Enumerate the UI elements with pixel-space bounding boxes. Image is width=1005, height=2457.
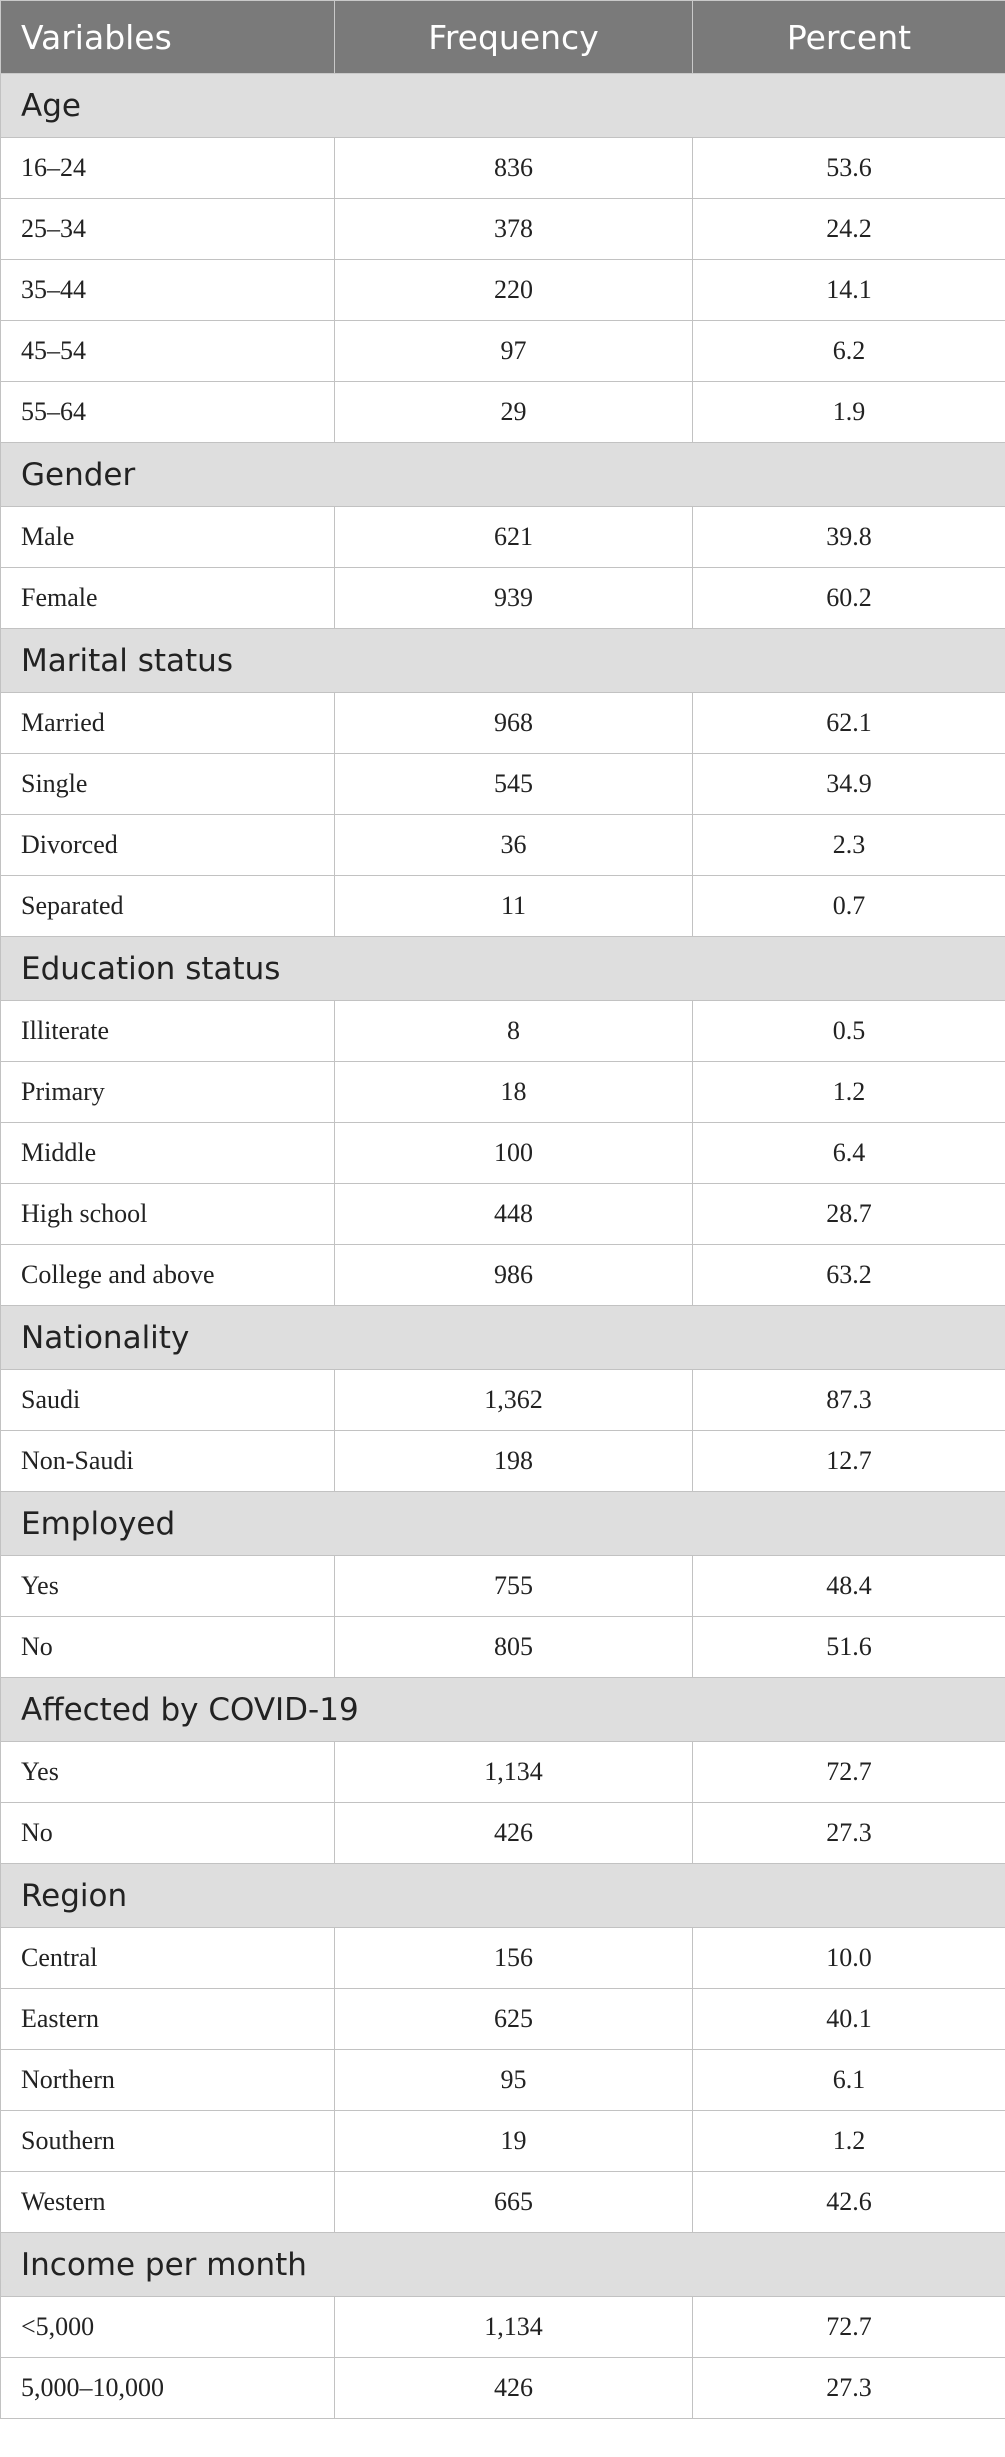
- frequency-cell: 1,362: [335, 1370, 693, 1431]
- frequency-cell: 986: [335, 1245, 693, 1306]
- percent-cell: 34.9: [693, 754, 1005, 815]
- frequency-cell: 18: [335, 1062, 693, 1123]
- row-label: Eastern: [1, 1989, 335, 2050]
- section-row: [1, 443, 1005, 507]
- percent-cell: 40.1: [693, 1989, 1005, 2050]
- table-row: [1, 2297, 1005, 2358]
- row-label: Central: [1, 1928, 335, 1989]
- frequency-cell: 11: [335, 876, 693, 937]
- percent-cell: 14.1: [693, 260, 1005, 321]
- table-row: [1, 2172, 1005, 2233]
- frequency-cell: 1,134: [335, 1742, 693, 1803]
- table-row: [1, 1989, 1005, 2050]
- frequency-cell: 625: [335, 1989, 693, 2050]
- percent-cell: 12.7: [693, 1431, 1005, 1492]
- row-label: Middle: [1, 1123, 335, 1184]
- frequency-cell: 19: [335, 2111, 693, 2172]
- table-row: [1, 568, 1005, 629]
- table-row: [1, 1928, 1005, 1989]
- section-row: [1, 74, 1005, 138]
- table-header-row: [1, 1, 1005, 74]
- row-label: Non-Saudi: [1, 1431, 335, 1492]
- table-body: [1, 74, 1005, 2419]
- section-title: Region: [1, 1864, 1005, 1928]
- percent-cell: 51.6: [693, 1617, 1005, 1678]
- table-row: [1, 138, 1005, 199]
- row-label: College and above: [1, 1245, 335, 1306]
- row-label: Illiterate: [1, 1001, 335, 1062]
- table-row: [1, 321, 1005, 382]
- table-row: [1, 1062, 1005, 1123]
- row-label: 45–54: [1, 321, 335, 382]
- table-row: [1, 754, 1005, 815]
- percent-cell: 6.1: [693, 2050, 1005, 2111]
- table-row: [1, 1431, 1005, 1492]
- row-label: 5,000–10,000: [1, 2358, 335, 2419]
- percent-cell: 63.2: [693, 1245, 1005, 1306]
- frequency-cell: 198: [335, 1431, 693, 1492]
- section-title: Employed: [1, 1492, 1005, 1556]
- frequency-cell: 836: [335, 138, 693, 199]
- percent-cell: 24.2: [693, 199, 1005, 260]
- percent-cell: 0.5: [693, 1001, 1005, 1062]
- frequency-cell: 36: [335, 815, 693, 876]
- percent-cell: 0.7: [693, 876, 1005, 937]
- section-title: Income per month: [1, 2233, 1005, 2297]
- table-row: [1, 815, 1005, 876]
- section-title: Marital status: [1, 629, 1005, 693]
- frequency-cell: 156: [335, 1928, 693, 1989]
- row-label: Male: [1, 507, 335, 568]
- row-label: Separated: [1, 876, 335, 937]
- row-label: 25–34: [1, 199, 335, 260]
- percent-cell: 6.4: [693, 1123, 1005, 1184]
- section-row: [1, 629, 1005, 693]
- row-label: Yes: [1, 1742, 335, 1803]
- table-row: [1, 1742, 1005, 1803]
- percent-cell: 27.3: [693, 1803, 1005, 1864]
- table-row: [1, 1803, 1005, 1864]
- frequency-cell: 29: [335, 382, 693, 443]
- row-label: No: [1, 1617, 335, 1678]
- frequency-cell: 100: [335, 1123, 693, 1184]
- section-row: [1, 1678, 1005, 1742]
- frequency-cell: 665: [335, 2172, 693, 2233]
- percent-cell: 2.3: [693, 815, 1005, 876]
- column-header-percent: Percent: [693, 1, 1005, 74]
- section-title: Gender: [1, 443, 1005, 507]
- row-label: Divorced: [1, 815, 335, 876]
- row-label: Female: [1, 568, 335, 629]
- table-row: [1, 1556, 1005, 1617]
- frequency-cell: 968: [335, 693, 693, 754]
- section-title: Affected by COVID-19: [1, 1678, 1005, 1742]
- percent-cell: 42.6: [693, 2172, 1005, 2233]
- row-label: 55–64: [1, 382, 335, 443]
- frequency-cell: 426: [335, 2358, 693, 2419]
- frequency-cell: 939: [335, 568, 693, 629]
- row-label: Yes: [1, 1556, 335, 1617]
- frequency-cell: 378: [335, 199, 693, 260]
- row-label: Southern: [1, 2111, 335, 2172]
- frequency-cell: 220: [335, 260, 693, 321]
- section-title: Age: [1, 74, 1005, 138]
- percent-cell: 39.8: [693, 507, 1005, 568]
- table-row: [1, 260, 1005, 321]
- section-row: [1, 2233, 1005, 2297]
- percent-cell: 60.2: [693, 568, 1005, 629]
- row-label: Northern: [1, 2050, 335, 2111]
- percent-cell: 48.4: [693, 1556, 1005, 1617]
- section-row: [1, 1492, 1005, 1556]
- table-row: [1, 2050, 1005, 2111]
- frequency-cell: 545: [335, 754, 693, 815]
- frequency-cell: 755: [335, 1556, 693, 1617]
- frequency-cell: 95: [335, 2050, 693, 2111]
- row-label: 16–24: [1, 138, 335, 199]
- table-row: [1, 1617, 1005, 1678]
- percent-cell: 10.0: [693, 1928, 1005, 1989]
- percent-cell: 6.2: [693, 321, 1005, 382]
- section-title: Nationality: [1, 1306, 1005, 1370]
- row-label: Married: [1, 693, 335, 754]
- percent-cell: 53.6: [693, 138, 1005, 199]
- row-label: Saudi: [1, 1370, 335, 1431]
- table-row: [1, 2111, 1005, 2172]
- row-label: Primary: [1, 1062, 335, 1123]
- section-row: [1, 1306, 1005, 1370]
- table-row: [1, 2358, 1005, 2419]
- percent-cell: 72.7: [693, 1742, 1005, 1803]
- table-row: [1, 199, 1005, 260]
- table-row: [1, 1245, 1005, 1306]
- column-header-frequency: Frequency: [335, 1, 693, 74]
- column-header-variables: Variables: [1, 1, 335, 74]
- row-label: Western: [1, 2172, 335, 2233]
- row-label: <5,000: [1, 2297, 335, 2358]
- row-label: High school: [1, 1184, 335, 1245]
- table-row: [1, 1123, 1005, 1184]
- section-row: [1, 1864, 1005, 1928]
- frequency-cell: 97: [335, 321, 693, 382]
- frequency-cell: 805: [335, 1617, 693, 1678]
- percent-cell: 62.1: [693, 693, 1005, 754]
- frequency-cell: 8: [335, 1001, 693, 1062]
- percent-cell: 1.9: [693, 382, 1005, 443]
- percent-cell: 27.3: [693, 2358, 1005, 2419]
- table-row: [1, 876, 1005, 937]
- percent-cell: 87.3: [693, 1370, 1005, 1431]
- percent-cell: 28.7: [693, 1184, 1005, 1245]
- row-label: No: [1, 1803, 335, 1864]
- table-row: [1, 693, 1005, 754]
- section-row: [1, 937, 1005, 1001]
- table-row: [1, 1184, 1005, 1245]
- table-row: [1, 1370, 1005, 1431]
- row-label: Single: [1, 754, 335, 815]
- frequency-cell: 448: [335, 1184, 693, 1245]
- frequency-cell: 426: [335, 1803, 693, 1864]
- frequency-cell: 621: [335, 507, 693, 568]
- percent-cell: 1.2: [693, 2111, 1005, 2172]
- percent-cell: 72.7: [693, 2297, 1005, 2358]
- table-row: [1, 1001, 1005, 1062]
- row-label: 35–44: [1, 260, 335, 321]
- frequency-cell: 1,134: [335, 2297, 693, 2358]
- table-row: [1, 507, 1005, 568]
- table-row: [1, 382, 1005, 443]
- percent-cell: 1.2: [693, 1062, 1005, 1123]
- section-title: Education status: [1, 937, 1005, 1001]
